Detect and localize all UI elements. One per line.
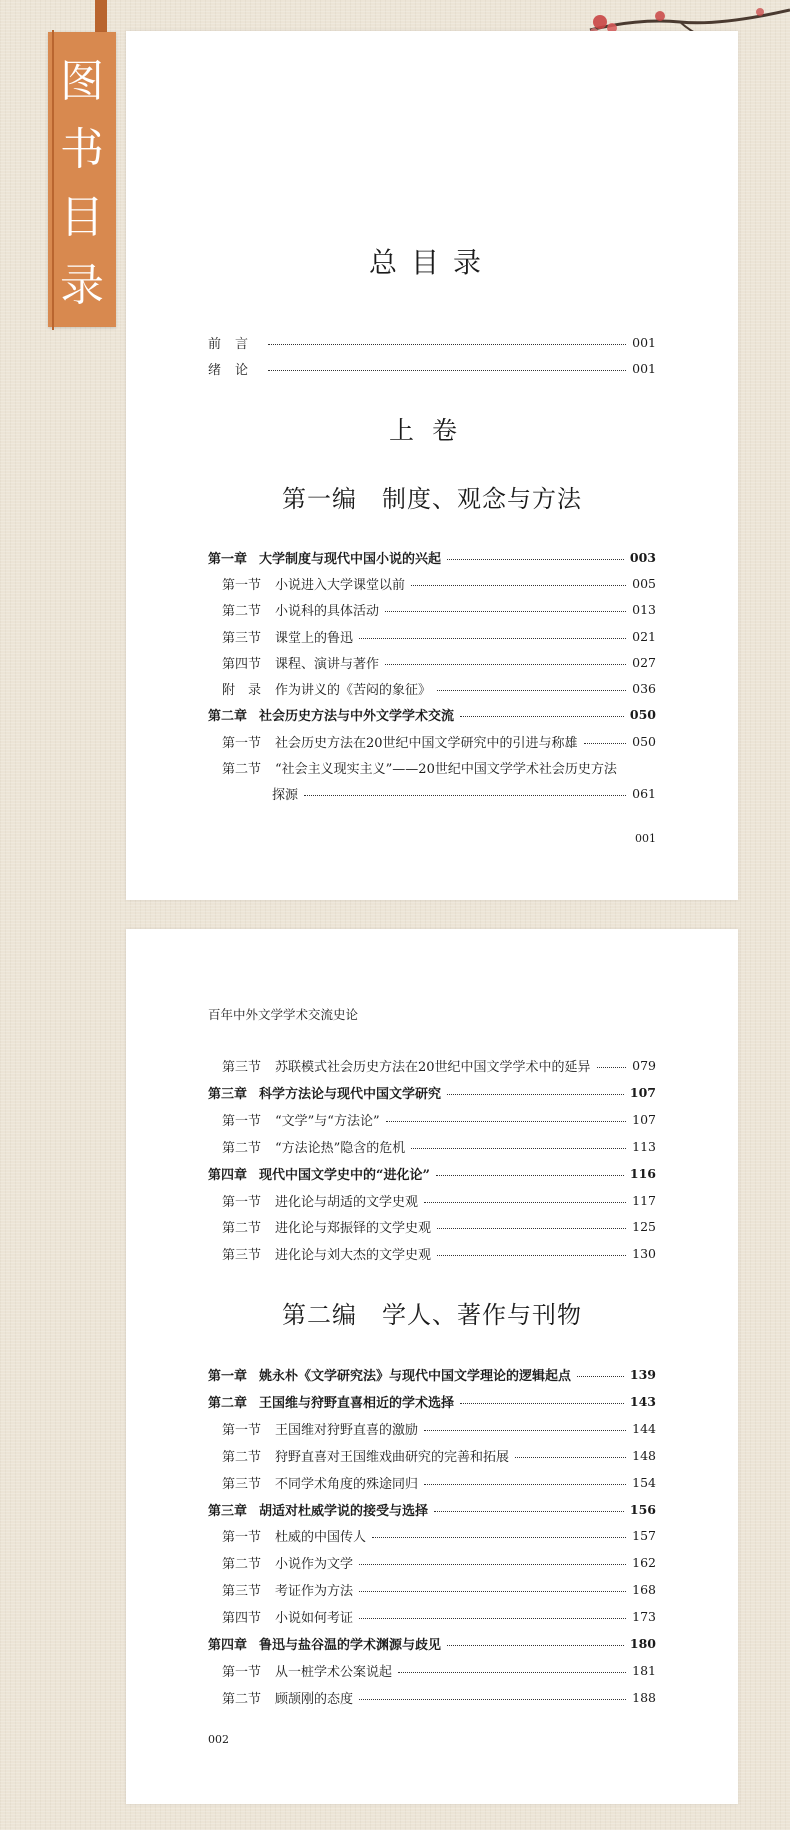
entry-number: 第二节 [222, 1140, 262, 1156]
toc-page-2 [126, 929, 738, 1804]
entry-page: 003 [629, 549, 656, 565]
entry-number: 第二节 [222, 1691, 262, 1707]
entry-number: 第三节 [222, 630, 262, 646]
toc-front-matter[interactable] [208, 332, 656, 352]
leader-dots [385, 610, 626, 612]
leader-dots [398, 1671, 626, 1673]
page-title: 总目录 [368, 246, 495, 279]
leader-dots [411, 1147, 626, 1149]
page-number: 001 [635, 832, 656, 845]
entry-number: 第四节 [222, 1610, 262, 1626]
page-number: 002 [208, 1733, 229, 1746]
leader-dots [447, 1093, 624, 1095]
banner-char: 目 [60, 192, 104, 243]
toc-chapter-entry[interactable] [208, 704, 656, 724]
leader-dots [577, 1375, 624, 1377]
leader-dots [460, 715, 624, 717]
toc-section-entry[interactable] [222, 1055, 656, 1075]
toc-section-entry[interactable] [222, 1216, 656, 1236]
entry-title: 杜威的中国传人 [275, 1529, 367, 1545]
toc-section-entry[interactable] [222, 1445, 656, 1465]
entry-number: 第一节 [222, 1529, 262, 1545]
entry-number: 第二章 [208, 1395, 248, 1411]
entry-title: 前言 [208, 336, 263, 352]
entry-page: 144 [632, 1420, 656, 1436]
entry-title: 课堂上的鲁迅 [275, 630, 354, 646]
entry-title: 大学制度与现代中国小说的兴起 [259, 551, 442, 567]
entry-number: 第二节 [222, 1556, 262, 1572]
entry-page: 001 [632, 334, 656, 350]
entry-number: 第三节 [222, 1059, 262, 1075]
entry-page: 050 [629, 706, 656, 722]
entry-number: 第一节 [222, 1664, 262, 1680]
toc-section-entry[interactable] [222, 731, 656, 751]
entry-page: 188 [632, 1689, 656, 1705]
toc-section-entry[interactable] [222, 757, 656, 777]
entry-title: 课程、演讲与著作 [275, 656, 380, 672]
toc-chapter-entry[interactable] [208, 547, 656, 567]
toc-section-entry[interactable] [222, 1525, 656, 1545]
entry-title: 小说如何考证 [275, 1610, 354, 1626]
entry-title: 从一桩学术公案说起 [275, 1664, 393, 1680]
leader-dots [437, 1227, 626, 1229]
banner-char: 录 [60, 260, 104, 311]
entry-title: 科学方法论与现代中国文学研究 [259, 1086, 442, 1102]
entry-title: 不同学术角度的殊途同归 [275, 1476, 419, 1492]
entry-title: 小说进入大学课堂以前 [275, 577, 406, 593]
leader-dots [437, 689, 626, 691]
entry-number: 第二章 [208, 708, 248, 724]
toc-section-entry[interactable] [222, 1418, 656, 1438]
toc-chapter-entry[interactable] [208, 1499, 656, 1519]
entry-title: 小说科的具体活动 [275, 603, 380, 619]
toc-section-entry[interactable] [222, 1606, 656, 1626]
entry-title: 鲁迅与盐谷温的学术渊源与歧见 [259, 1637, 442, 1653]
entry-page: 156 [629, 1501, 656, 1517]
entry-number: 附 录 [222, 682, 262, 698]
toc-section-entry[interactable] [222, 678, 656, 698]
leader-dots [359, 1563, 626, 1565]
running-head: 百年中外文学学术交流史论 [208, 1007, 359, 1022]
entry-page: 157 [632, 1527, 656, 1543]
entry-page: 113 [632, 1138, 656, 1154]
entry-number: 第二节 [222, 1220, 262, 1236]
leader-dots [359, 1698, 626, 1700]
entry-title: 顾颉刚的态度 [275, 1691, 354, 1707]
entry-page: 107 [632, 1111, 656, 1127]
entry-number: 第四章 [208, 1637, 248, 1653]
entry-title: 王国维对狩野直喜的激励 [275, 1422, 419, 1438]
entry-title: 现代中国文学史中的“进化论” [259, 1167, 430, 1183]
leader-dots [268, 343, 626, 345]
entry-number: 第一节 [222, 1113, 262, 1129]
entry-number: 第一节 [222, 1194, 262, 1210]
banner-char: 图 [60, 56, 104, 107]
entry-page: 130 [632, 1245, 656, 1261]
leader-dots [460, 1402, 624, 1404]
entry-page: 079 [632, 1057, 656, 1073]
entry-number: 第一章 [208, 551, 248, 567]
entry-title: “文学”与“方法论” [275, 1113, 380, 1129]
toc-chapter-entry[interactable] [208, 1163, 656, 1183]
entry-page: 013 [632, 601, 656, 617]
toc-entry-continuation[interactable] [272, 783, 656, 803]
toc-chapter-entry[interactable] [208, 1082, 656, 1102]
entry-page: 005 [632, 575, 656, 591]
toc-section-entry[interactable] [222, 1579, 656, 1599]
entry-page: 117 [632, 1192, 656, 1208]
entry-title: 王国维与狩野直喜相近的学术选择 [259, 1395, 455, 1411]
entry-number: 第二节 [222, 761, 262, 777]
part-title: 第二编 学人、著作与刊物 [282, 1301, 582, 1329]
entry-title: 狩野直喜对王国维戏曲研究的完善和拓展 [275, 1449, 510, 1465]
entry-number: 第一节 [222, 1422, 262, 1438]
leader-dots [268, 369, 626, 371]
entry-page: 021 [632, 628, 656, 644]
entry-title: 绪论 [208, 362, 263, 378]
leader-dots [424, 1201, 626, 1203]
entry-title: 小说作为文学 [275, 1556, 354, 1572]
entry-page: 181 [632, 1662, 656, 1678]
toc-section-entry[interactable] [222, 599, 656, 619]
entry-page: 168 [632, 1581, 656, 1597]
entry-page: 001 [632, 360, 656, 376]
leader-dots [386, 1120, 627, 1122]
entry-page: 027 [632, 654, 656, 670]
leader-dots [515, 1456, 626, 1458]
entry-number: 第一节 [222, 577, 262, 593]
entry-title: 进化论与刘大杰的文学史观 [275, 1247, 432, 1263]
leader-dots [597, 1066, 627, 1068]
leader-dots [411, 584, 626, 586]
leader-dots [424, 1429, 626, 1431]
banner-cord [52, 30, 54, 330]
toc-section-entry[interactable] [222, 1136, 656, 1156]
toc-section-entry[interactable] [222, 1190, 656, 1210]
entry-number: 第三节 [222, 1247, 262, 1263]
entry-title-continuation: 探源 [272, 787, 299, 803]
entry-title: “方法论热”隐含的危机 [275, 1140, 406, 1156]
entry-title: 作为讲义的《苦闷的象征》 [275, 682, 432, 698]
leader-dots [359, 637, 626, 639]
entry-number: 第一章 [208, 1368, 248, 1384]
leader-dots [359, 1590, 626, 1592]
entry-title: 进化论与胡适的文学史观 [275, 1194, 419, 1210]
toc-front-matter[interactable] [208, 358, 656, 378]
entry-number: 第四节 [222, 656, 262, 672]
entry-page: 107 [629, 1084, 656, 1100]
entry-title: 进化论与郑振铎的文学史观 [275, 1220, 432, 1236]
toc-section-entry[interactable] [222, 626, 656, 646]
entry-page: 154 [632, 1474, 656, 1490]
entry-page: 050 [632, 733, 656, 749]
leader-dots [424, 1483, 626, 1485]
entry-number: 第二节 [222, 603, 262, 619]
toc-section-entry[interactable] [222, 1472, 656, 1492]
toc-section-entry[interactable] [222, 1109, 656, 1129]
entry-page: 061 [632, 785, 656, 801]
entry-page: 148 [632, 1447, 656, 1463]
entry-page: 125 [632, 1218, 656, 1234]
entry-title: “社会主义现实主义”——20世纪中国文学学术社会历史方法 [275, 761, 617, 777]
entry-title: 苏联模式社会历史方法在20世纪中国文学学术中的延异 [275, 1059, 591, 1075]
leader-dots [434, 1510, 624, 1512]
leader-dots [385, 663, 626, 665]
volume-title: 上卷 [388, 416, 475, 445]
catalog-banner [48, 32, 116, 327]
leader-dots [584, 742, 627, 744]
entry-page: 139 [629, 1366, 656, 1382]
toc-chapter-entry[interactable] [208, 1391, 656, 1411]
leader-dots [437, 1254, 626, 1256]
entry-page: 116 [629, 1165, 656, 1181]
leader-dots [304, 794, 626, 796]
entry-number: 第二节 [222, 1449, 262, 1465]
entry-number: 第三节 [222, 1583, 262, 1599]
entry-title: 姚永朴《文学研究法》与现代中国文学理论的逻辑起点 [259, 1368, 572, 1384]
leader-dots [436, 1174, 624, 1176]
entry-number: 第三章 [208, 1086, 248, 1102]
toc-chapter-entry[interactable] [208, 1364, 656, 1384]
leader-dots [447, 1644, 624, 1646]
toc-chapter-entry[interactable] [208, 1633, 656, 1653]
toc-section-entry[interactable] [222, 1243, 656, 1263]
entry-page: 036 [632, 680, 656, 696]
toc-section-entry[interactable] [222, 1552, 656, 1572]
entry-number: 第三节 [222, 1476, 262, 1492]
entry-title: 考证作为方法 [275, 1583, 354, 1599]
entry-number: 第一节 [222, 735, 262, 751]
entry-title: 社会历史方法与中外文学学术交流 [259, 708, 455, 724]
entry-title: 社会历史方法在20世纪中国文学研究中的引进与称雄 [275, 735, 578, 751]
leader-dots [372, 1536, 626, 1538]
entry-page: 143 [629, 1393, 656, 1409]
entry-page: 180 [629, 1635, 656, 1651]
toc-section-entry[interactable] [222, 652, 656, 672]
leader-dots [359, 1617, 626, 1619]
entry-page: 162 [632, 1554, 656, 1570]
leader-dots [447, 558, 624, 560]
toc-section-entry[interactable] [222, 1687, 656, 1707]
toc-section-entry[interactable] [222, 573, 656, 593]
entry-title: 胡适对杜威学说的接受与选择 [259, 1503, 429, 1519]
banner-char: 书 [60, 124, 104, 175]
toc-page-1 [126, 31, 738, 900]
entry-number: 第四章 [208, 1167, 248, 1183]
toc-section-entry[interactable] [222, 1660, 656, 1680]
entry-number: 第三章 [208, 1503, 248, 1519]
part-title: 第一编 制度、观念与方法 [282, 485, 582, 513]
entry-page: 173 [632, 1608, 656, 1624]
